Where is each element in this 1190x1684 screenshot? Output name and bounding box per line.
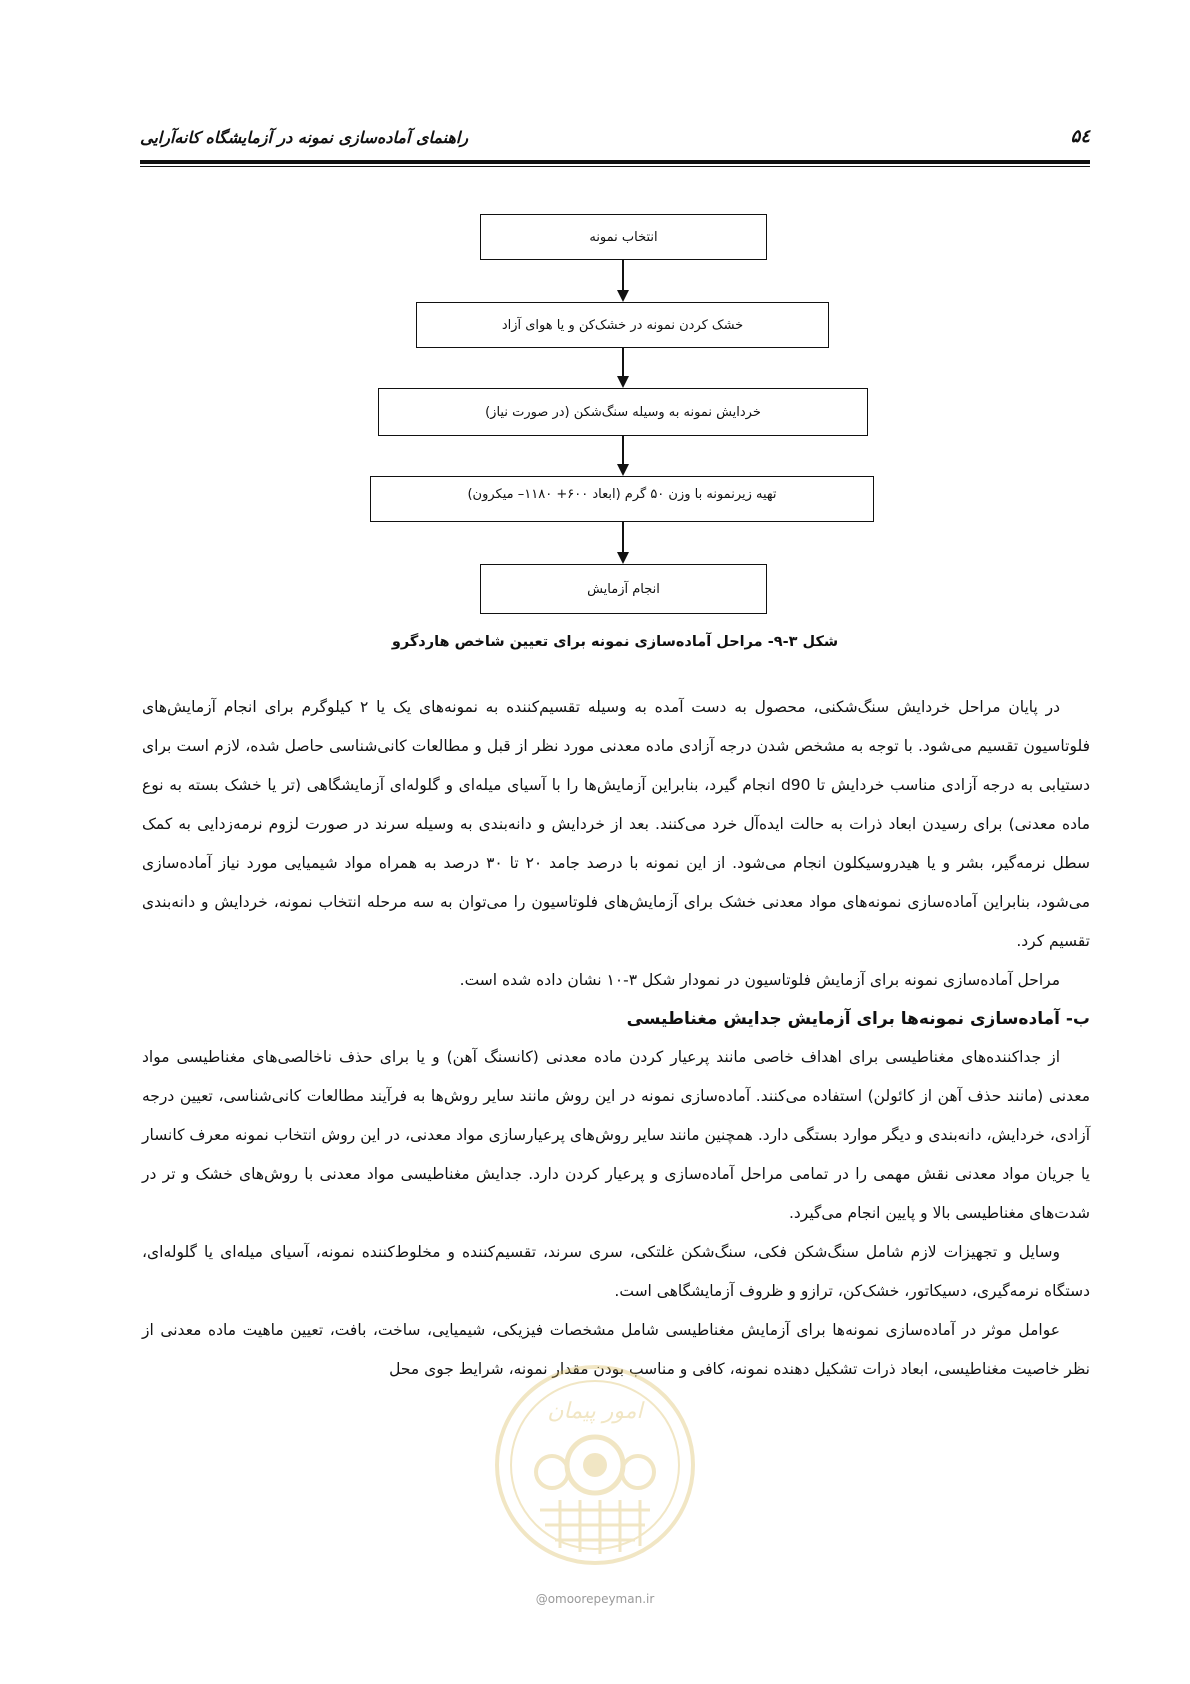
section-heading: ب- آماده‌سازی نمونه‌ها برای آزمایش جدایش مغناطیسی	[626, 1009, 1090, 1029]
arrow-down-icon	[617, 290, 629, 302]
flow-arrow-line	[622, 436, 624, 464]
flow-step-label: انجام آزمایش	[587, 581, 660, 597]
flow-arrow-line	[622, 260, 624, 290]
flow-arrow-line	[622, 348, 624, 376]
page-number: ۵٤	[1070, 126, 1090, 147]
paragraph: وسایل و تجهیزات لازم شامل سنگ‌شکن فکی، سنگ‌شکن غلتکی، سری سرند، تقسیم‌کننده و مخلوط‌کننده نمونه، آسیای میله‌ای یا گلوله‌ای، دستگاه نرمه‌گیری، دسیکاتور، خشک‌کن، ترازو و ظروف آزمایشگاهی است.	[142, 1243, 1090, 1300]
flowchart	[0, 0, 1190, 640]
flow-step-prepare-subsample	[370, 476, 874, 522]
flow-step-perform-test	[480, 564, 767, 614]
arrow-down-icon	[617, 376, 629, 388]
body-text	[142, 688, 1090, 1389]
flow-arrow-line	[622, 522, 624, 552]
paragraph: در پایان مراحل خردایش سنگ‌شکنی، محصول به دست آمده به وسیله تقسیم‌کننده به نمونه‌های یک یا ۲ کیلوگرم برای انجام آزمایش‌های فلوتاسیون تقسیم می‌شود. با توجه به مشخص شدن درجه آزادی ماده معدنی مورد نظر از قبل و مطالعات کانی‌شناسی حاصل شده، لازم است برای دستیابی به درجه آزادی مناسب خردایش تا d90 انجام گیرد، بنابراین آزمایش‌ها را با آسیای میله‌ای و گلوله‌ای آزمایشگاهی (تر یا خشک بسته به نوع ماده معدنی) برای رسیدن ابعاد ذرات به حالت ایده‌آل خرد می‌کنند. بعد از خردایش و دانه‌بندی به وسیله سرند در صورت لزوم نرمه‌زدایی به کمک سطل نرمه‌گیر، بشر و یا هیدروسیکلون انجام می‌شود. از این نمونه با درصد جامد ۲۰ تا ۳۰ درصد به همراه مواد شیمیایی مورد نیاز آماده‌سازی می‌شود، بنابراین آماده‌سازی نمونه‌های مواد معدنی خشک برای آزمایش‌های فلوتاسیون را می‌توان به سه مرحله انتخاب نمونه، خردایش و دانه‌بندی تقسیم کرد.	[142, 698, 1090, 950]
flow-step-dry-sample	[416, 302, 829, 348]
flow-step-label: انتخاب نمونه	[589, 229, 658, 245]
header-title: راهنمای آماده‌سازی نمونه در آزمایشگاه کانه‌آرایی	[140, 128, 469, 147]
arrow-down-icon	[617, 552, 629, 564]
watermark-logo-text: امور پیمان	[547, 1399, 643, 1424]
paragraph: از جداکننده‌های مغناطیسی برای اهداف خاصی مانند پرعیار کردن ماده معدنی (کانسنگ آهن) و یا برای حذف ناخالصی‌های مغناطیسی مواد معدنی (مانند حذف آهن از کائولن) استفاده می‌کنند. آماده‌سازی نمونه در این روش مانند سایر روش‌ها به فرآیند مطالعات کانی‌شناسی، تعیین درجه آزادی، خردایش، دانه‌بندی و دیگر موارد بستگی دارد. همچنین مانند سایر روش‌های پرعیارسازی مواد معدنی، در این روش انتخاب نمونه معرف کانسار یا جریان مواد معدنی نقش مهمی را در تمامی مراحل آماده‌سازی و پرعیار کردن دارد. جدایش مغناطیسی مواد معدنی با روش‌های خشک و تر در شدت‌های مغناطیسی بالا و پایین انجام می‌گیرد.	[142, 1048, 1090, 1222]
flow-step-label: خردایش نمونه به وسیله سنگ‌شکن (در صورت نیاز)	[485, 404, 761, 420]
arrow-down-icon	[617, 464, 629, 476]
flow-step-label: خشک کردن نمونه در خشک‌کن و یا هوای آزاد	[501, 317, 744, 333]
watermark-logo-icon	[490, 1360, 700, 1570]
figure-caption: شکل ۳-۹- مراحل آماده‌سازی نمونه برای تعیین شاخص هاردگرو	[391, 634, 839, 650]
flow-step-select-sample	[480, 214, 767, 260]
flow-step-crush-sample	[378, 388, 868, 436]
paragraph: عوامل موثر در آماده‌سازی نمونه‌ها برای آزمایش مغناطیسی شامل مشخصات فیزیکی، شیمیایی، ساخت، بافت، تعیین ماهیت ماده معدنی از نظر خاصیت مغناطیسی، ابعاد ذرات تشکیل دهنده نمونه، کافی و مناسب بودن مقدار نمونه، شرایط جوی محل	[142, 1321, 1090, 1378]
watermark-website: @omoorepeyman.ir	[535, 1592, 655, 1606]
flow-step-label: تهیه زیرنمونه با وزن ۵۰ گرم (ابعاد ۶۰۰+ ۱۱۸۰– میکرون)	[467, 487, 777, 502]
paragraph: مراحل آماده‌سازی نمونه برای آزمایش فلوتاسیون در نمودار شکل ۳-۱۰ نشان داده شده است.	[459, 971, 1060, 989]
